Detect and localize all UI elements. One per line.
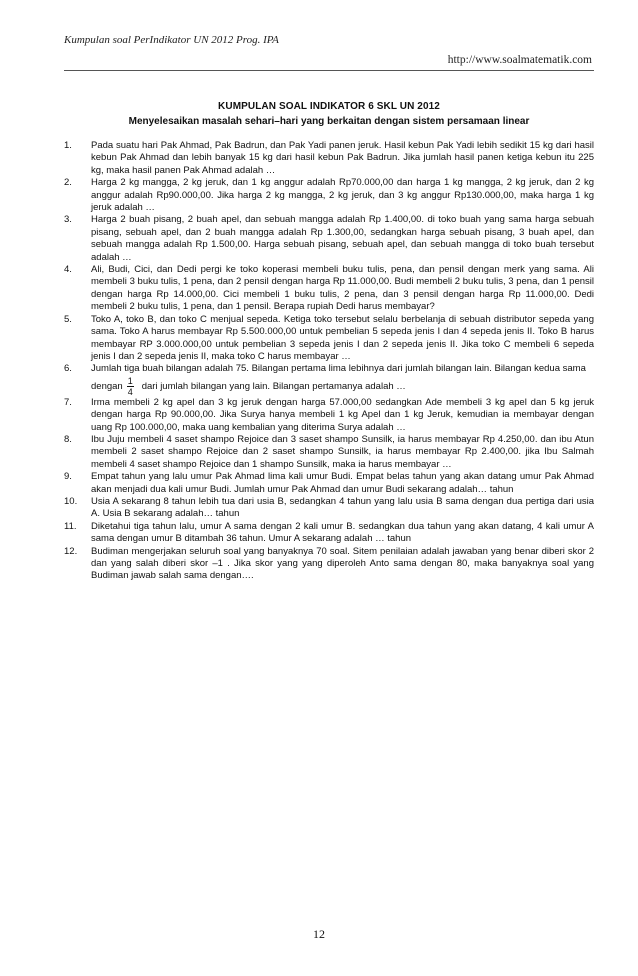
- problem-text: Ibu Juju membeli 4 saset shampo Rejoice dan 3 saset shampo Sunsilk, ia harus membayar Rp 4.250,00. dan ibu Atun membeli 2 saset shampo Rejoice dan 2 saset shampo Sunsilk, ia harus membayar Rp 2.400,00. jika Ibu Salmah membeli 4 saset shampo Rejoice dan 1 shampo Sunsilk, maka ia harus membayar …: [91, 433, 594, 470]
- problem-number: 1.: [64, 140, 72, 151]
- problem-text: Usia A sekarang 8 tahun lebih tua dari usia B, sedangkan 4 tahun yang lalu usia B sama dengan dua pertiga dari usia A. Usia B sekarang adalah… tahun: [91, 495, 594, 520]
- problem-text: Toko A, toko B, dan toko C menjual sepeda. Ketiga toko tersebut selalu berbelanja di sebuah distributor sepeda yang sama. Toko A harus membayar Rp 5.500.000,00 untuk pembelian 5 sepeda jenis I dan 4 sepeda jenis II. Toko B harus membayar RP 3.000.000,00 untuk pembelian 3 sepeda jenis I dan 2 sepeda jenis II. Jika toko C membeli 6 sepeda jenis I dan 2 sepeda jenis II, maka toko C harus membayar …: [91, 313, 594, 362]
- header-divider: [64, 70, 594, 71]
- problem-number: 4.: [64, 264, 72, 276]
- problem-item: [64, 434, 594, 471]
- problem-text-continuation: dengan: [91, 380, 123, 392]
- page-subtitle: Menyelesaikan masalah sehari–hari yang berkaitan dengan sistem persamaan linear: [128, 116, 530, 127]
- problem-number: 8.: [64, 433, 72, 445]
- fraction-one-quarter: [127, 376, 134, 397]
- problem-text: Budiman mengerjakan seluruh soal yang banyaknya 70 soal. Sitem penilaian adalah jawaban yang benar diberi skor 2 dan yang salah diberi skor –1 . Jika skor yang yang diperoleh Anto sama dengan 80, maka banyaknya soal yang Budiman jawab salah sama dengan….: [91, 545, 594, 582]
- problem-text: Ali, Budi, Cici, dan Dedi pergi ke toko koperasi membeli buku tulis, pena, dan pensil dengan merk yang sama. Ali membeli 3 buku tulis, 1 pena, dan 2 pensil dengan harga Rp 11.000,00. Budi membeli 2 buku tulis, 3 pena, dan 1 pensil dengan harga Rp 14.000,00. Cici membeli 1 buku tulis, 2 pena, dan 3 pensil dengan harga Rp 11.000,00. Dedi membeli 2 buku tulis, 1 pena, dan 1 pensil. Berapa rupiah Dedi harus membayar?: [91, 264, 594, 313]
- problem-text: Empat tahun yang lalu umur Pak Ahmad lima kali umur Budi. Empat belas tahun yang akan datang umur Pak Ahmad akan menjadi dua kali umur Budi. Jumlah umur Pak Ahmad dan umur Budi sekarang adalah… tahun: [91, 471, 594, 495]
- problem-text: Jumlah tiga buah bilangan adalah 75. Bilangan pertama lima lebihnya dari jumlah bilangan lain. Bilangan kedua sama: [91, 363, 586, 375]
- problem-text-continuation: dari jumlah bilangan yang lain. Bilangan pertamanya adalah …: [141, 380, 406, 392]
- problem-number: 3.: [64, 214, 72, 226]
- problem-item: [64, 546, 594, 583]
- problem-number: 10.: [64, 495, 78, 507]
- problem-text: Diketahui tiga tahun lalu, umur A sama dengan 2 kali umur B. sedangkan dua tahun yang akan datang, 4 kali umur A sama dengan umur B ditambah 36 tahun. Umur A sekarang adalah … tahun: [91, 520, 594, 545]
- problem-text: Irma membeli 2 kg apel dan 3 kg jeruk dengan harga 57.000,00 sedangkan Ade membeli 3 kg apel dan 5 kg jeruk dengan harga Rp 90.000,00. Jika Surya hanya membeli 1 kg Apel dan 1 kg Jeruk, kemudian ia membayar dengan uang Rp 100.000,00, maka uang kembalian yang diterima Surya adalah …: [91, 396, 594, 433]
- problem-text: Harga 2 buah pisang, 2 buah apel, dan sebuah mangga adalah Rp 1.400,00. di toko buah yang sama harga sebuah pisang, sebuah apel, dan 2 buah mangga adalah Rp 1.300,00, sedangkan harga sebuah pisang, 3 buah apel, dan sebuah mangga adalah Rp 1.500,00. Harga sebuah pisang, sebuah apel, dan sebuah mangga di toko buah tersebut adalah …: [91, 214, 594, 263]
- problem-item: [64, 521, 594, 546]
- problem-item: [64, 363, 594, 396]
- problem-item: [64, 177, 594, 214]
- problem-number: 12.: [64, 545, 78, 557]
- fraction-denominator: 4: [127, 386, 133, 397]
- problem-text: Pada suatu hari Pak Ahmad, Pak Badrun, dan Pak Yadi panen jeruk. Hasil kebun Pak Yadi lebih sedikit 15 kg dari hasil kebun Pak Ahmad dan lebih banyak 15 kg dari hasil kebun Pak Badrun. Jika jumlah hasil panen ketiga kebun itu 225 kg, maka hasil panen Pak Ahmad adalah …: [91, 140, 594, 176]
- problem-number: 5.: [64, 313, 72, 325]
- problem-item: [64, 140, 594, 177]
- fraction-numerator: 1: [127, 375, 133, 386]
- problem-item: [64, 471, 594, 496]
- problem-number: 7.: [64, 396, 72, 408]
- problem-number: 9.: [64, 471, 72, 483]
- problem-item: [64, 264, 594, 314]
- problem-list: [64, 140, 594, 583]
- problem-text: Harga 2 kg mangga, 2 kg jeruk, dan 1 kg anggur adalah Rp70.000,00 dan harga 1 kg mangga, 2 kg jeruk, dan 2 kg anggur adalah Rp90.000,00. Jika harga 2 kg mangga, 2 kg jeruk, dan 3 kg anggur Rp130.000,00, maka harga 1 kg jeruk adalah …: [91, 177, 594, 214]
- header-website-link[interactable]: http://www.soalmatematik.com: [447, 54, 592, 66]
- problem-item: [64, 397, 594, 434]
- problem-item: [64, 314, 594, 364]
- problem-number: 11.: [64, 520, 77, 532]
- problem-number: 2.: [64, 177, 72, 189]
- page-number: 12: [313, 927, 325, 941]
- page-title: KUMPULAN SOAL INDIKATOR 6 SKL UN 2012: [218, 101, 440, 112]
- problem-item: [64, 496, 594, 521]
- problem-item: [64, 214, 594, 264]
- problem-number: 6.: [64, 363, 72, 375]
- header-document-title: Kumpulan soal PerIndikator UN 2012 Prog. IPA: [64, 34, 279, 46]
